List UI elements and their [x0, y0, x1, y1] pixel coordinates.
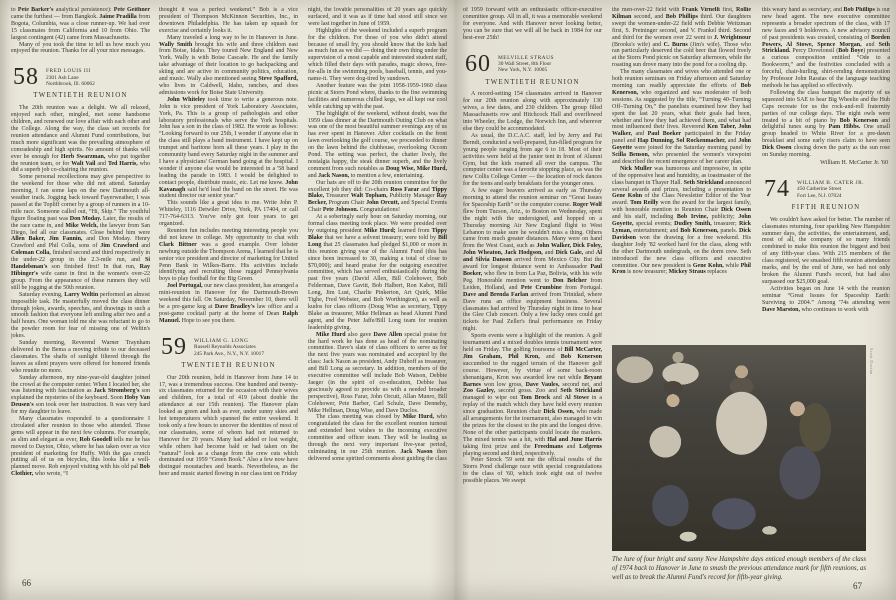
paragraph: Reunion fun includes meeting interesting people you did not know in college. My opportunity to chat with Clark Bittner was a good example. Over lobster newburg outside the Thompson Arena, I learned that he is senior vice president and director of marketing for United Penn Bank in Wilkes-Barre. His activities include identifying and recruiting those rugged Pennsylvania boys to play football for the Big Green.: [159, 228, 298, 283]
paragraph: Activities began on June 14 with the reunion seminar “Great Issues for Spaceship Earth: Surviving to 2004.” Among '74s attending were Dave Marston, who continues to work with: [762, 285, 890, 313]
paragraph: Following the class banquet the majority of us squeezed into SAE to hear Big Wheelie and the Hub Caps recreate for us the rock-and-roll fraternity parties of our college days. The night owls were treated to a bit of piano by Bob Kenerson and delightful tunes sung by Pam Hibbs. One small group headed to White River for a pre-dawn breakfast and some early risers claim to have seen Dick Ossen closing down the party as the sun rose on Sunday morning.: [762, 89, 890, 159]
paragraph: A record-setting 154 classmates arrived in Hanover for our 20th reunion along with approximately 130 wives, a few dates, and 230 children. The group filled Massachusetts row and Hitchcock Hall and overflowed into Wheeler, the Lodge, the Norwich Inn, and wherever else they could be accommodated.: [463, 91, 602, 132]
paragraph: Mike Hurd also gave Dave Allen special praise for the hard work he has done as head of the nominating committee. Dave's slate of class officers to serve us for the next five years was nominated and accepted by the class: Jack Nason as president, Andy Duboff as treasurer, and Bill Long as secretary. In addition, members of the executive committee will include Bob Watson, Debbie Jaeger (in the spirit of co-education, Debbie has graciously agreed to provide us with a needed broader perspective), Ross Farar, John Orcutt, Allan Munro, Bill Colehower, Pete Barber, Carl Schulz, Dave Dennehy, Mike Hellman, Doug Wise, and Dave Duclos.: [308, 331, 447, 414]
paragraph: Our 20th reunion, held in Hanover from June 14 to 17, was a tremendous success. One hundred and twenty-six classmates returned for the occasion with their wives and children, for a total of 419 (about double the attendance at our 15th reunion). The Hanover plain looked as green and lush as ever, under sunny skies and hot temperatures which spanned the entire weekend. It took only a few hours to uncover the identities of most of our classmates, some of whom had not returned to Hanover for 20 years. Many had added or lost weight, while others had become bald or had taken on the “natural” look as a change from the crew cuts which dominated our 1959 “Green Book.” Also a few now have distingué moustaches and beards. Nevertheless, as the beer and music started flowing in our class tent on Friday: [159, 374, 298, 478]
reunion-heading: FIFTH REUNION: [791, 203, 861, 211]
paragraph: Highlights of the weekend included a superb program for the children. For those of you who didn't attend because of small fry, you should know that the kids had as much fun as we did — doing their own thing under the supervision of a most capable and interested student staff, which filled their days with parades, magic shows, free-for-alls in the swimming pools, baseball, tennis, and you-name-it. They were dog-tired by sundown.: [308, 27, 447, 83]
secretary-address: WILLIAM B. CATER JR. 450 Catherine Street Fort Lee, N.J. 07024: [797, 179, 865, 199]
reunion-photo: [612, 345, 866, 551]
reunion-heading: TWENTIETH REUNION: [33, 92, 128, 100]
paragraph: Sunday morning, Reverend Warner Traynham delivered in the Bema a moving tribute to our deceased classmates. The shafts of sunlight filtered through the leaves as silent prayers were offered for honored friends who reunite no more.: [11, 340, 150, 374]
secretary-address: FRED LOUIS III 2301 Ash Lane Northbrook, Ill. 60062: [46, 68, 95, 88]
paragraph: The highlight of the weekend, without doubt, was the 1959 class dinner at the Dartmouth Outing Club on what was one of the most beautiful summer evenings any of us has ever spent in Hanover. After cocktails on the front lawn overlooking the golf course, we proceeded to dinner on the lawn behind the clubhouse, overlooking Occom Pond. The setting was perfect, the chatter lively, the nostalgia happy, the steak dinner superb, and the lively comment from such notables as Doug Wise, Mike Hurd, and Jack Nason, to mention a few, entertaining.: [308, 110, 447, 179]
secretary-signature: William H. McCarter Jr. '60: [820, 159, 888, 166]
paragraph: The 20th reunion was a delight. We all relaxed, enjoyed each other, mingled, met some handsome children, and renewed our love affair with each other and the College. Along the way, the class set records for reunion attendance and Alumni Fund contributions, but much more significant was the prevailing atmosphere of comradeship and high spirits. No amount of thanks will ever be enough for Herb Swarzman, who put together the reunion team, or for Walt Vail and Ted Harris, who did a superb job co-chairing the reunion.: [11, 105, 150, 174]
paragraph: Many of you took the time to tell us how much you enjoyed the reunion. Thanks for all your nice messages.: [11, 41, 150, 55]
secretary-address: MELVILLE STRAUS 30 Wall Street, 8th Floor New York, N.Y. 10005: [498, 54, 554, 74]
paragraph: As usual, the D.C.A.C. staff, led by Jerry and Pat Berndt, conducted a well-prepared, fun-filled program for young people ranging from age 6 to 18. Most of their activities were held at the junior tent in front of Alumni Gym, but the kids roamed all over the campus. The computer center was a favorite stopping place, as was the new Collis College Center — the location of rock dances for the teens and early breakfasts for the younger ones.: [463, 132, 602, 188]
text-column: [159, 7, 298, 573]
text-column: [612, 7, 751, 347]
paragraph: of 1959 forward with an enthusiastic officer-executive committee group. All in all, it was a memorable weekend for everyone. And with Hanover never looking better, you can be sure that we will all be back in 1984 for our best-ever 25th!: [463, 7, 602, 41]
secretary-address: WILLIAM G. LONG Russell Reynolds Associates 245 Park Ave., N.Y., N.Y. 10017: [194, 337, 265, 357]
paragraph: A few eager beavers arrived as early as Thursday morning to attend the reunion seminar on “Great Issues for Spaceship Earth” or the computer course. Roger Wolf flew from Tucson, Ariz., to Boston on Wednesday, spent the night with the undersigned, and hopped on a Thursday morning Air New England flight to West Lebanon to make sure he wouldn't miss a thing. Others came from much greater distances. Many were on hand from the West Coast, such as John Walker, Dick Foley, John Wheaton, Jack Hodgson, and Dick Gale, and Al and Silvia Danson arrived from Mexico City. But the award for longest distance went to Ambassador Paul Boeker, who flew in from La Paz, Bolivia, with his wife Peg. Honorable mention went to Don Belcher from Leiden, Holland, and Pete Crumbine from Portugal. Dave and Brenda Farlan arrived from Trinidad, where Dave runs an office equipment business. Several classmates had arrived by Thursday night in time to hear the Glee Club concert. Only a few lucky ones could get tickets for Paul Zeller's final performance on Friday night.: [463, 188, 602, 333]
text-column: [11, 7, 150, 573]
paragraph: night, the lovable personalities of 20 years ago quickly surfaced, and it was as if time had stood still since we were last together in June of 1959.: [308, 7, 447, 27]
paragraph: At a soberingly early hour on Saturday morning, our formal class meeting took place. We were presided over by outgoing president Mike Hurd; learned from Tippy Blake that we have a solvent treasury; were told by Bill Long that 25 classmates had pledged $1,000 or more in this reunion giving year of the Alumni Fund (this has since been increased to 30, making a total of close to $70,000); and heard praise for the outgoing executive committee, which has served enthusiastically during the past five years (David Allen, Bill Colehower, Bob Felderman, Dave Gavitt, Bob Halbert, Ron Kabot, Bill Long, Jim Lust, Charlie Pinkerton, Art Quirk, Mike Tighe, Fred Webster, and Bob Worthington), as well as kudos for class officers (Doug Wise as secretary, Tippy Blake as treasurer, Mike Hellman as head Alumni Fund agent, and the Peter Jaffe/Bill Long team for reunion leadership giving.: [308, 214, 447, 331]
reunion-heading: TWENTIETH REUNION: [485, 78, 580, 86]
paragraph: John Whiteley took time to write a generous note. John is vice president of York Laboratory Associates, York, Pa. This is a group of pathologists and other laboratory professionals who serve the York hospitals. John has a son in the class of 1982. He wrote as follows: “Looking forward to our 25th, I wonder if anyone else in the class still plays a band instrument. I have kept up on trumpet and baritone horn all these years. I play in the community band every Saturday night in the summer and I have a physicians' German band going at the hospital. I wonder if anyone else would be interested in a '58 band leading the parade in 1983. I would be delighted to contact people, distribute music, etc. Let me know. John Kavanagh said he'd lead the band on the street. He was student director our senior year.”: [159, 96, 298, 200]
paragraph: thought it was a perfect weekend.” Bob is a vice president of Thompson McKinnon Securities, Inc., in downtown Philadelphia. He has taken up squash for exercise and certainly looks it.: [159, 7, 298, 34]
photo-caption: The lure of four bright and sunny New Hampshire days enticed enough members of the class of 1974 back to Hanover in June to smash the previous attendance mark for fifth reunions, as well as to break the Alumni Fund's record for fifth-year giving.: [612, 556, 866, 581]
photo-credit: Scott Dorian: [869, 348, 874, 375]
paragraph: Nick Muller was humorous and impressive, in spite of the oppressive heat and humidity, as toastmaster of the class banquet in Thayer Hall. Seth Strickland announced several awards and prizes, including a presentation to Gene Kohn of the Class Newsletter Editor of the Year award. Tom Reilly won the award for the largest family, with honorable mention to Reunion Chair Dick Ossen and his staff, including Bob Irvine, publicity; John Goyette, special events; Dudley Smith, treasurer; Rick Lyman, entertainment; and Bob Kenerson, panels. Dick Davidson won the drawing for a free weekend. His daughter Jody '82 worked hard for the class, along with the other Dartmouth undergrads, on the dorm crew. Seth introduced the new class officers and executive committee. Our new president is Gene Kohn, while Phil Kron is now treasurer; Mickey Straus replaces: [612, 165, 751, 276]
class-number: 59: [161, 333, 187, 360]
class-section-header: [161, 333, 298, 360]
paragraph: Many traveled a long way to be in Hanover in June. Wally Smith brought his wife and three children east from Boise, Idaho. They toured New England and New York. Wally is with Boise Cascade. He and the family take advantage of their location to go backpacking and skiing and are active in community politics, education, and music. Wally also mentioned seeing Steve Spafford, who lives in Caldwell, Idaho, ranches, and does admissions work for Boise State University.: [159, 34, 298, 96]
paragraph: We couldn't have asked for better. The number of classmates returning, four sparkling New Hampshire summer days, the activities, the entertainment, and, most of all, the company of so many friends combined to make this reunion the biggest and best of any fifth-year class. With 215 members of the class registered, we smashed fifth reunion attendance marks, and by the end of June, we had not only broken the Alumni Fund's record, but had also surpassed our $25,000 goal.: [762, 216, 890, 285]
reunion-heading: TWENTIETH REUNION: [181, 361, 276, 369]
paragraph: Some personal recollections may give perspective to the weekend for those who did not attend. Saturday morning, I ran some laps on the new Dartmouth all-weather track. Jogging back toward Fayerweather, I was passed at the Topliff corner by a group of runners in a 10-mile race. Someone called out, “Hi, Skip.” The youthful figure floating past was Don Moday. Later, the results of the race came in, and Mike Welch, the lawyer from San Diego, led all our classmates. Close behind him were Allen Baker, Jim Fannin, and Don Moday. Henry Crawford and Phil Colla, sons of Jim Crawford and Coleman Colla, finished second and third respectively in the under-22 group in the 2.3-mile run, and Si Handelsman's son finished first! In that run, Ray Hibinger's wife came in first in the women's over-22 group. From the appearance of these runners they will still be jogging at the 50th reunion.: [11, 174, 150, 291]
paragraph: to Pete Barker's analytical persistence): Pete Geithner came the furthest — from Bangkok. Jaime Pradilla from Bogota, Columbia, was a close runner-up. We had over 15 classmates from California and 10 from Ohio. The largest contingent (42) came from Massachusetts.: [11, 7, 150, 41]
paragraph: Another feature was the joint 1958-1959-1960 class picnic at Storrs Pond where, thanks to the fine swimming facilities and numerous chilled kegs, we all kept our cool while catching up with the past.: [308, 82, 447, 110]
paragraph: Saturday evening, Larry Weltin performed an almost impossible task. He masterfully moved the class dinner through jokes, awards, speeches, and drawings in such a smooth fashion that everyone left smiling after two and a half hours. One woman told me she was reluctant to go to the powder room for fear of missing one of Weltin's jokes.: [11, 291, 150, 340]
class-number: 58: [13, 64, 39, 91]
class-section-header: [13, 64, 150, 91]
paragraph: This sounds like a great idea to me. Write John P. Whiteley, 1116 Detwiler Drive, York, PA 17404, or call 717-764-6313. You've only got four years to get organized.: [159, 200, 298, 228]
paragraph: The class meeting was closed by Mike Hurd, who congratulated the class for the excellent reunion turnout and extended best wishes to the incoming executive committee and officer team. They will be leading us through the next very important five-year period, culminating in our 25th reunion. Jack Nason then delivered some spirited comments about guiding the class: [308, 414, 447, 462]
class-number: 60: [465, 50, 491, 77]
class-section-header: [465, 50, 602, 77]
page-number-right: 67: [853, 581, 862, 591]
paragraph: Sports events were a highlight of the reunion. A golf tournament and a mixed doubles tennis tournament were held on Friday. The golfing foursome of Bill McCarter, Jim Graham, Phil Kron, and Bob Kenerson succumbed to the rugged terrain of the Hanover golf course. However, by virtue of some back-room shenanigans, Kron was awarded low net while Bryant Barnes won low gross, Dave Vaules, second net, and Zoo Gazley, second gross. Zoo and Seth Strickland managed to wipe out Tom Brock and Al Stowe in a replay of the match which they have held every reunion since graduation. Reunion chair Dick Ossen, who made all arrangements for the tournament, also managed to win the prizes for the closest to the pin and the longest drive. None of the other participants could locate the markers. The mixed tennis was a hit, with Hal and June Harris taking first prize and the Freedmans and Lofgrens playing second and third, respectively.: [463, 333, 602, 457]
class-section-header: [764, 175, 890, 202]
paragraph: Peter Sirock '59 sent me the official results of the Storrs Pond challenge race with special congratulations to the class of '60, which took eight out of twelve possible places. We swept: [463, 457, 602, 485]
paragraph: Joel Portugal, our new class president, has arranged a mini-reunion in Hanover for the Dartmouth-Brown weekend this fall. On Saturday, November 10, there will be a pre-game keg at Dave Bradley's law office and a post-game cocktail party at the home of Dean Ralph Manuel. Hope to see you there.: [159, 283, 298, 324]
paragraph: Our hats are off to the 20th reunion committee for the excellent job they did: Co-chairs Ross Farar and Tippy Blake, Treasurer Walt Topham, Publicity Manager Ray Becker, Program Chair John Orcutt, and Special Events Chair Pete Johnson. Congratulations!: [308, 179, 447, 214]
text-column: [463, 7, 602, 573]
text-column: [308, 7, 447, 573]
paragraph: the men-over-22 field with Frank Virnelli first, Rollie Kilman second, and Bob Phillips third. Our daughters swept the women-under-22 field with Debbie Weitzman first, S. Preininger second, and V. Frankel third. Second and third for the women over 22 went to J. Wrightnour (Brooks's wife) and C. Burns (Jim's wife). Those who ran particularly deserved the cold beer that flowed freely at the Storrs Pond picnic on Saturday afternoon, while the roasting sun drove many into the pond for a cooling dip.: [612, 7, 751, 69]
paragraph: The many classmates and wives who attended one or both reunion seminars on Friday afternoon and Saturday morning can readily appreciate the efforts of Bob Kenerson, who organized and was moderator of both sessions. As suggested by the title, “Turning 40–Turning Off–Turning On,” the panelists examined how they had spent the last 20 years, what their goals had been, whether and how they had achieved them, and what had most influenced their lives. Reverend Ken Taber, John Walker, and Paul Boeker participated in the Friday panel and Hap Dunning, Sol Rockenmacher, and John Goyette were joined for the Saturday morning panel by Scilla Benson, who presented the women's viewpoint and described the recent emergence of her career plan.: [612, 69, 751, 165]
page-number-left: 66: [22, 578, 31, 588]
paragraph: Sunday afternoon, my nine-year-old daughter joined the crowd at the computer center. When I located her, she was listening with fascination as Jack Stromberg's son explained the mysteries of the keyboard. Soon Hoby Van Deusen's son took over her instruction. It was very hard for my daughter to leave.: [11, 374, 150, 416]
paragraph: this weary hand as secretary; and Bob Phillips is our new head agent. The new executive committee represents a broader spectrum of the class, with 17 new faces and 9 holdovers. A new advisory council of past presidents was created, consisting of Borden Powers, Al Stowe, Spence Morgan, and Seth Strickland. Percy Dovetonsil (Bob Boye) presented a curious composition entitled “Ode to a Bookworm,” and the festivities concluded with a forceful, chair-hurling, shirt-rending demonstration by Professor John Rassias of the language teaching methods he has applied so effectively.: [762, 7, 890, 89]
text-column: [762, 7, 890, 347]
paragraph: Many classmates responded to a questionnaire I circulated after reunion to those who attended. Those gems will appear in the next few columns. For example, as slim and elegant as ever, Rob Goodell tells me he has moved to Dayton, Ohio, where he has taken over as vice president of marketing for Huffy. With the gas crunch putting all of us on bicycles, this looks like a well-planned move. Rob enjoyed visiting with his old pal Bob Clothier, who wrote, “I: [11, 416, 150, 478]
class-number: 74: [764, 175, 790, 202]
